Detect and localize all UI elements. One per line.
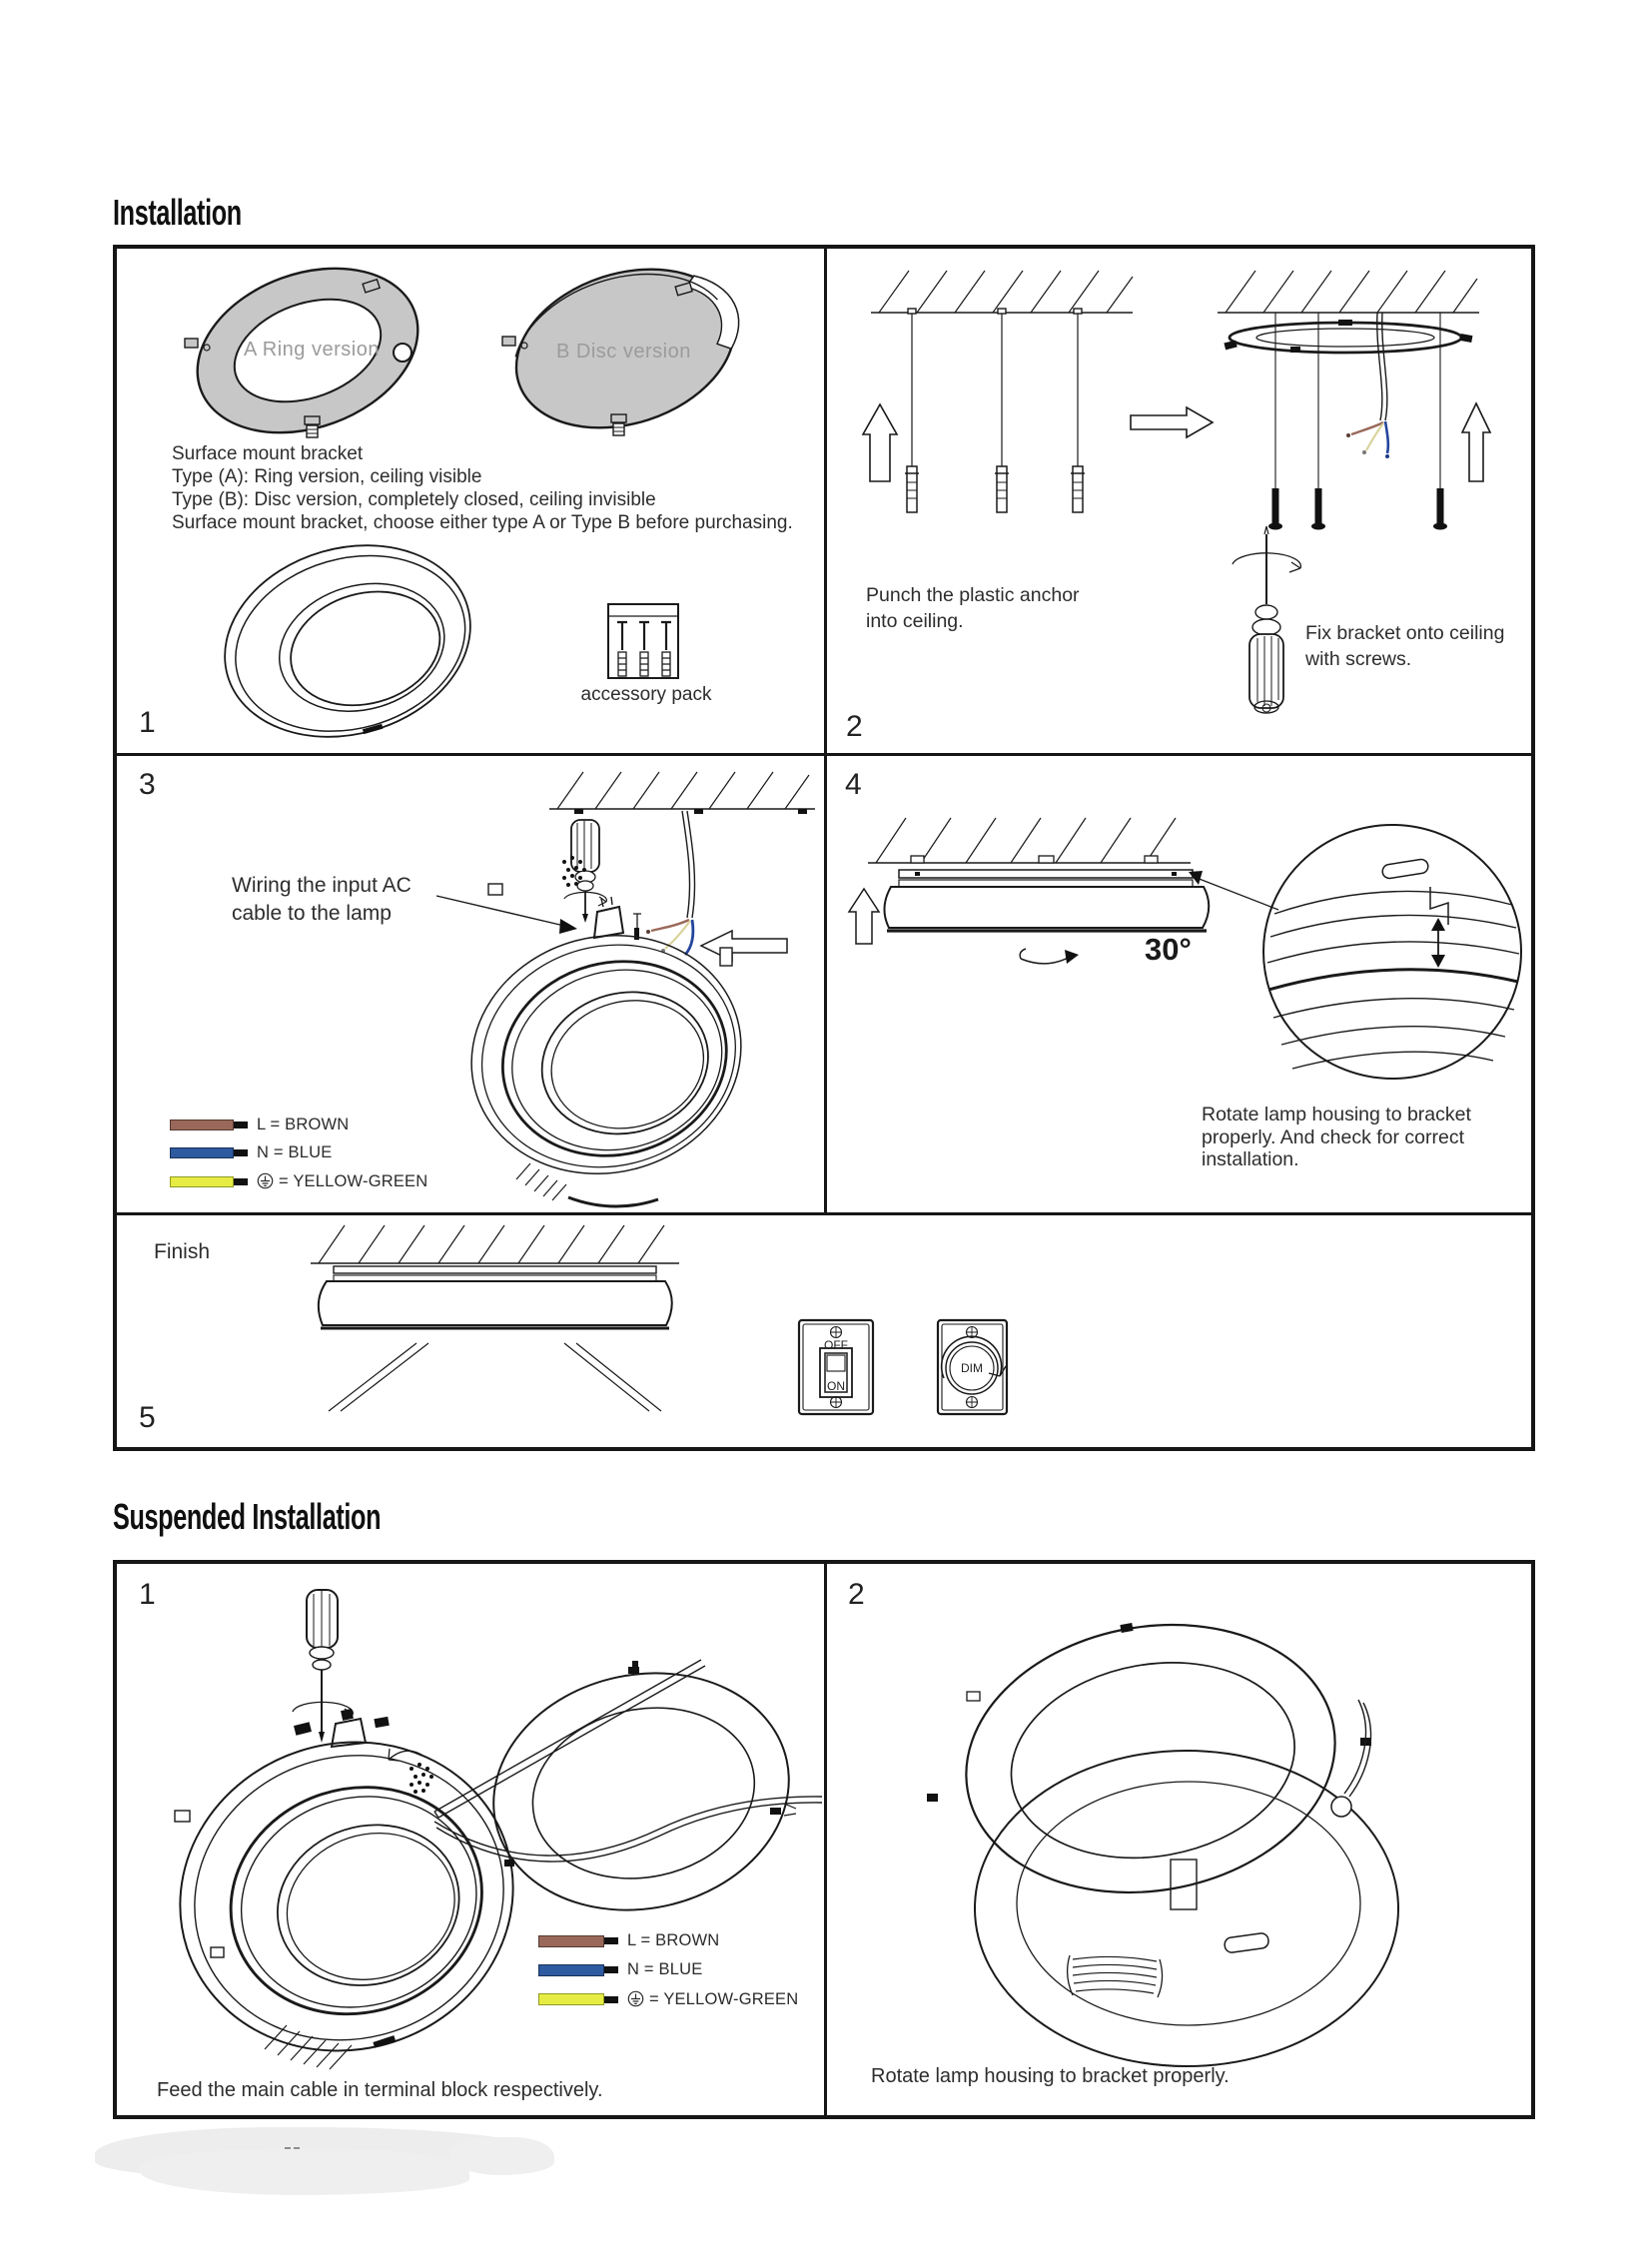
caption-line-1: Rotate lamp housing to bracket — [1202, 1104, 1471, 1125]
panel-4-number: 4 — [845, 768, 862, 801]
rotate-housing-caption: Rotate lamp housing to bracket properly. — [871, 2065, 1230, 2087]
brown-wire-swatch — [170, 1120, 234, 1130]
switch-on-label: ON — [827, 1379, 845, 1393]
wire-tip — [604, 1937, 618, 1944]
wire-tip — [234, 1121, 248, 1128]
ring-version-label: A Ring version — [244, 339, 380, 361]
fix-bracket-caption — [1305, 620, 1504, 672]
panel-4-rotate — [827, 756, 1539, 1212]
panel-3-number: 3 — [139, 768, 156, 801]
rotation-angle: 30° — [1145, 932, 1192, 967]
installation-table — [113, 245, 1535, 1451]
suspended-panel-2-number: 2 — [848, 1578, 865, 1611]
suspended-panel-2-rotate — [827, 1564, 1539, 2115]
anchor-ceiling-drawing — [827, 249, 1539, 753]
punch-anchor-caption — [866, 582, 1080, 634]
caption-line-2: into ceiling. — [866, 610, 964, 632]
wire-tip — [604, 1996, 618, 2003]
brown-wire-label: L = BROWN — [257, 1116, 350, 1133]
callout-line-1: Wiring the input AC — [232, 874, 412, 897]
caption-line-1: Fix bracket onto ceiling — [1305, 622, 1505, 644]
legend-earth — [170, 1170, 427, 1192]
blue-wire-label: N = BLUE — [627, 1960, 703, 1978]
wire-tip — [234, 1178, 248, 1185]
installation-title: Installation — [113, 192, 242, 233]
caption-line-2: properly. And check for correct — [1202, 1125, 1465, 1148]
legend-brown — [538, 1931, 719, 1950]
earth-wire-label: = YELLOW-GREEN — [279, 1171, 428, 1190]
legend-brown — [170, 1116, 349, 1134]
suspended-installation-title: Suspended Installation — [113, 1496, 382, 1537]
caption-line-2: with screws. — [1305, 648, 1412, 670]
desc-line-4: Surface mount bracket, choose either type A or Type B before purchasing. — [172, 512, 793, 533]
desc-line-2: Type (A): Ring version, ceiling visible — [172, 466, 482, 487]
accessory-pack-label: accessory pack — [580, 684, 712, 705]
blue-wire-swatch — [170, 1147, 234, 1158]
blue-wire-label: N = BLUE — [257, 1143, 333, 1161]
legend-blue — [538, 1960, 702, 1979]
earth-wire-label: = YELLOW-GREEN — [649, 1989, 799, 2008]
caption-line-3: installation. — [1202, 1148, 1299, 1170]
suspended-panel-1-number: 1 — [139, 1578, 156, 1611]
smudge-artifact — [285, 2147, 291, 2149]
brown-wire-swatch — [538, 1935, 604, 1947]
switch-off-label: OFF — [824, 1338, 848, 1352]
smudge-artifact — [294, 2147, 300, 2149]
feed-cable-caption: Feed the main cable in terminal block respectively. — [157, 2079, 603, 2101]
rotate-to-bracket-drawing — [827, 1564, 1539, 2115]
panel-1-surface-brackets — [117, 249, 824, 753]
finished-installation-drawing — [117, 1215, 1531, 1447]
earth-ground-icon — [257, 1172, 274, 1194]
blue-wire-swatch — [538, 1964, 604, 1976]
desc-line-3: Type (B): Disc version, completely closed, ceiling invisible — [172, 489, 656, 510]
earth-ground-icon — [627, 1990, 644, 2012]
legend-earth — [538, 1988, 798, 2010]
disc-version-label: B Disc version — [556, 341, 691, 363]
suspended-panel-1-feed-cable — [117, 1564, 824, 2115]
dimmer-label: DIM — [961, 1361, 983, 1375]
wire-tip — [604, 1966, 618, 1973]
panel-5-finish — [117, 1215, 1531, 1447]
yellow-green-wire-swatch — [170, 1176, 234, 1187]
callout-line-2: cable to the lamp — [232, 902, 392, 925]
bracket-description — [172, 442, 793, 534]
yellow-green-wire-swatch — [538, 1993, 604, 2005]
rotate-caption — [1202, 1104, 1471, 1171]
feed-cable-drawing — [117, 1564, 824, 2115]
whiteout-smudge — [140, 2149, 469, 2195]
caption-line-1: Punch the plastic anchor — [866, 584, 1080, 606]
panel-2-number: 2 — [846, 710, 863, 743]
finish-label: Finish — [154, 1240, 211, 1263]
panel-5-number: 5 — [139, 1401, 156, 1434]
wiring-callout — [232, 872, 412, 928]
legend-blue — [170, 1143, 332, 1162]
panel-3-wiring — [117, 756, 824, 1212]
desc-line-1: Surface mount bracket — [172, 443, 364, 464]
wire-tip — [234, 1149, 248, 1156]
panel-1-number: 1 — [139, 706, 156, 739]
brown-wire-label: L = BROWN — [627, 1931, 720, 1949]
suspended-table — [113, 1560, 1535, 2119]
panel-2-anchor-and-bracket — [827, 249, 1539, 753]
whiteout-smudge — [449, 2137, 554, 2175]
